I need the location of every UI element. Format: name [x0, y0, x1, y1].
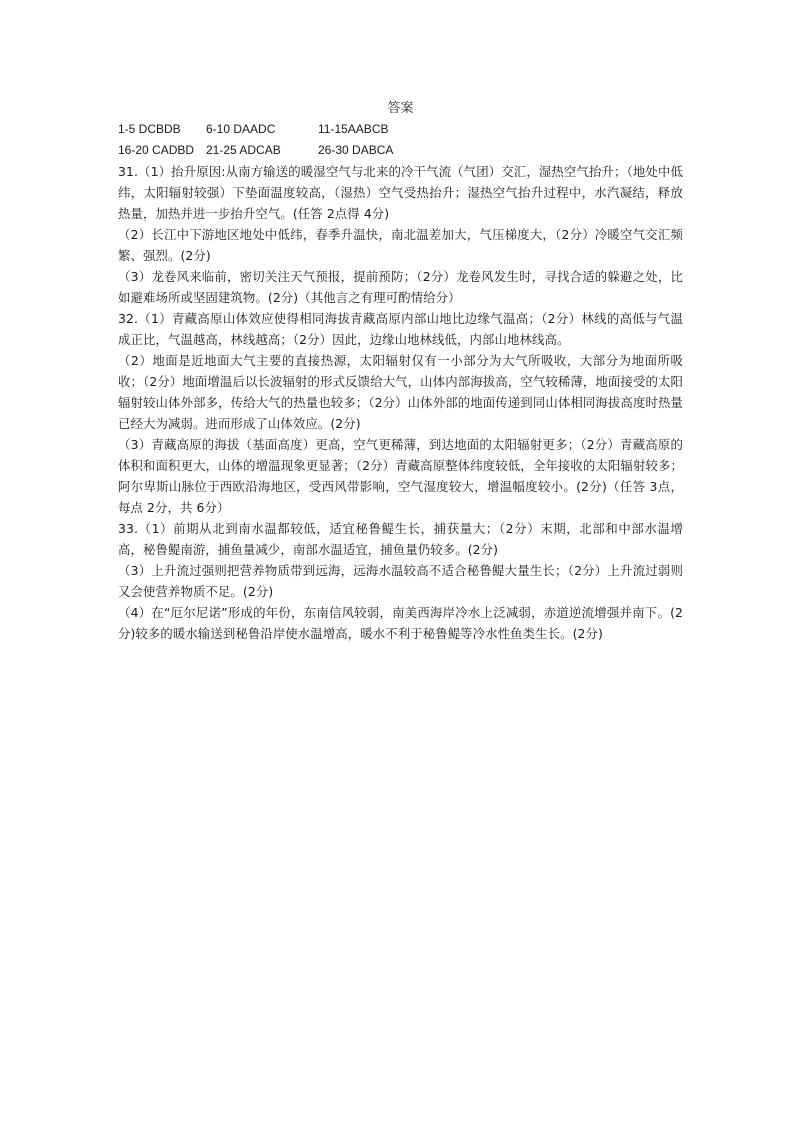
answer-32-2: （2）地面是近地面大气主要的直接热源，太阳辐射仅有一小部分为大气所吸收，大部分为地面所吸收；（2分）地面增温后以长波辐射的形式反馈给大气，山体内部海拔高，空气较稀薄，地面接受的太阳辐射较山体外部多，传给大气的热量也较多；（2分）山体外部的地面传递到同山体相同海拔高度时热量已经大为减弱。进而形成了山体效应。(2分)	[118, 353, 683, 431]
mc-answer-16-20: 16-20 CADBD	[118, 143, 195, 157]
mc-answer-26-30: 26-30 DABCA	[318, 143, 394, 157]
mc-answers-row-1	[118, 119, 683, 140]
mc-answer-1-5: 1-5 DCBDB	[118, 122, 181, 136]
mc-answer-21-25: 21-25 ADCAB	[206, 143, 281, 157]
answer-32-3: （3）青藏高原的海拔（基面高度）更高，空气更稀薄，到达地面的太阳辐射更多；（2分）青藏高原的体积和面积更大，山体的增温现象更显著；（2分）青藏高原整体纬度较低，全年接收的太阳辐射较多；阿尔卑斯山脉位于西欧沿海地区，受西风带影响，空气湿度较大，增温幅度较小。(2分)（任答 3点，每点 2分，共 6分）	[118, 437, 683, 515]
answer-32-1: 32.（1）青藏高原山体效应使得相同海拔青藏高原内部山地比边缘气温高；（2分）林线的高低与气温成正比，气温越高，林线越高；（2分）因此，边缘山地林线低，内部山地林线高。	[118, 311, 683, 347]
mc-answer-6-10: 6-10 DAADC	[206, 122, 276, 136]
answer-33-4: （4）在“厄尔尼诺”形成的年份，东南信风较弱，南美西海岸冷水上泛减弱，赤道逆流增强并南下。(2分)较多的暖水输送到秘鲁沿岸使水温增高，暖水不利于秘鲁鳀等冷水性鱼类生长。(2分)	[118, 605, 683, 641]
mc-answers-row-2	[118, 140, 683, 161]
page-title: 答案	[387, 101, 414, 116]
answer-sheet	[118, 98, 683, 644]
answer-31-3: （3）龙卷风来临前，密切关注天气预报，提前预防；（2分）龙卷风发生时，寻找合适的躲避之处，比如避难场所或坚固建筑物。(2分)（其他言之有理可酌情给分）	[118, 269, 683, 305]
answer-33-1: 33.（1）前期从北到南水温都较低，适宜秘鲁鳀生长，捕获量大；（2分）末期，北部和中部水温增高，秘鲁鳀南游，捕鱼量减少，南部水温适宜，捕鱼量仍较多。(2分)	[118, 521, 683, 557]
mc-answer-11-15: 11-15AABCB	[318, 122, 389, 136]
answer-31-2: （2）长江中下游地区地处中低纬，春季升温快，南北温差加大，气压梯度大，（2分）冷暖空气交汇频繁、强烈。(2分)	[118, 227, 683, 263]
answer-31-1: 31.（1）抬升原因:从南方输送的暖湿空气与北来的冷干气流（气团）交汇，湿热空气抬升；（地处中低纬，太阳辐射较强）下垫面温度较高，（湿热）空气受热抬升；湿热空气抬升过程中，水汽凝结，释放热量，加热并进一步抬升空气。(任答 2点得 4分)	[118, 164, 683, 221]
answer-33-3: （3）上升流过强则把营养物质带到远海，远海水温较高不适合秘鲁鳀大量生长；（2分）上升流过弱则又会使营养物质不足。(2分)	[118, 563, 683, 599]
